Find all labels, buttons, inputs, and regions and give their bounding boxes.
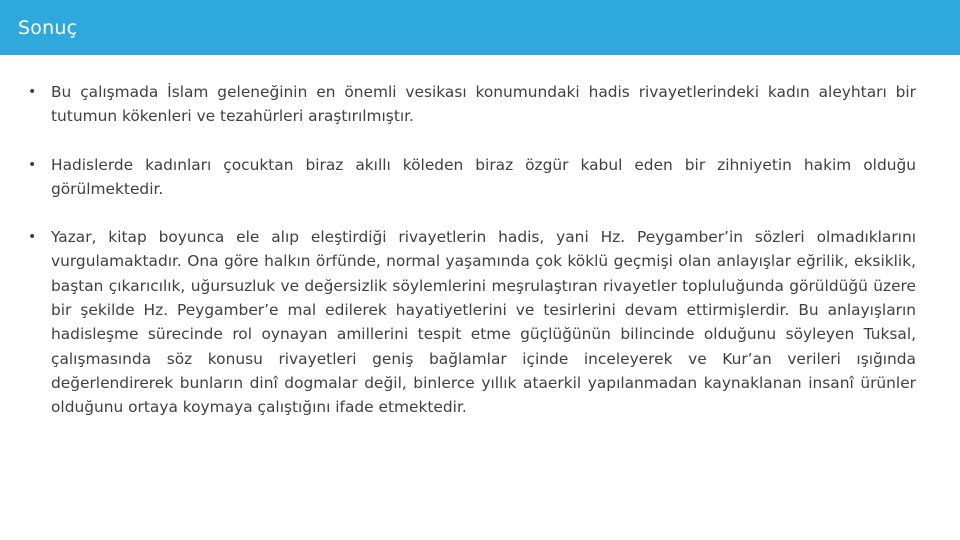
bullet-icon: • bbox=[28, 229, 37, 246]
bullet-text: Bu çalışmada İslam geleneğinin en önemli vesikası konumundaki hadis rivayetlerindeki kadın aleyhtarı bir tutumun kökenleri ve tezahürleri araştırılmıştır. bbox=[51, 83, 916, 126]
slide-title: Sonuç bbox=[18, 17, 78, 39]
bullet-text: Yazar, kitap boyunca ele alıp eleştirdiği rivayetlerin hadis, yani Hz. Peygamber’in sözleri olmadıklarını vurgulamaktadır. Ona göre halkın örfünde, normal yaşamında çok köklü geçmişi olan anlayışlar eğrilik, eksiklik, baştan çıkarıcılık, uğursuzluk ve değersizlik söylemlerini meşrulaştıran rivayetler topluluğunda görüldüğü üzere bir şekilde Hz. Peygamber’e mal edilerek hayatiyetlerini ve tesirlerini devam ettirmişlerdir. Bu anlayışların hadisleşme sürecinde rol oynayan amillerini tespit etme güçlüğünün bilincinde olduğunu söyleyen Tuksal, çalışmasında söz konusu rivayetleri geniş bağlamlar içinde inceleyerek ve Kur’an verileri ışığında değerlendirerek bunların dinî dogmalar değil, binlerce yıllık ataerkil yapılanmadan kaynaklanan insanî ürünler olduğunu ortaya koymaya çalıştığını ifade etmektedir. bbox=[51, 228, 916, 417]
bullet-text: Hadislerde kadınları çocuktan biraz akıllı köleden biraz özgür kabul eden bir zihniyetin hakim olduğu görülmektedir. bbox=[51, 155, 916, 198]
bullet-item-2 bbox=[28, 153, 916, 202]
title-bar bbox=[0, 0, 960, 55]
bullet-list bbox=[28, 80, 916, 444]
bullet-icon: • bbox=[28, 84, 37, 100]
bullet-icon: • bbox=[28, 156, 37, 173]
bullet-item-3 bbox=[28, 225, 916, 419]
bullet-item-1 bbox=[28, 80, 916, 129]
